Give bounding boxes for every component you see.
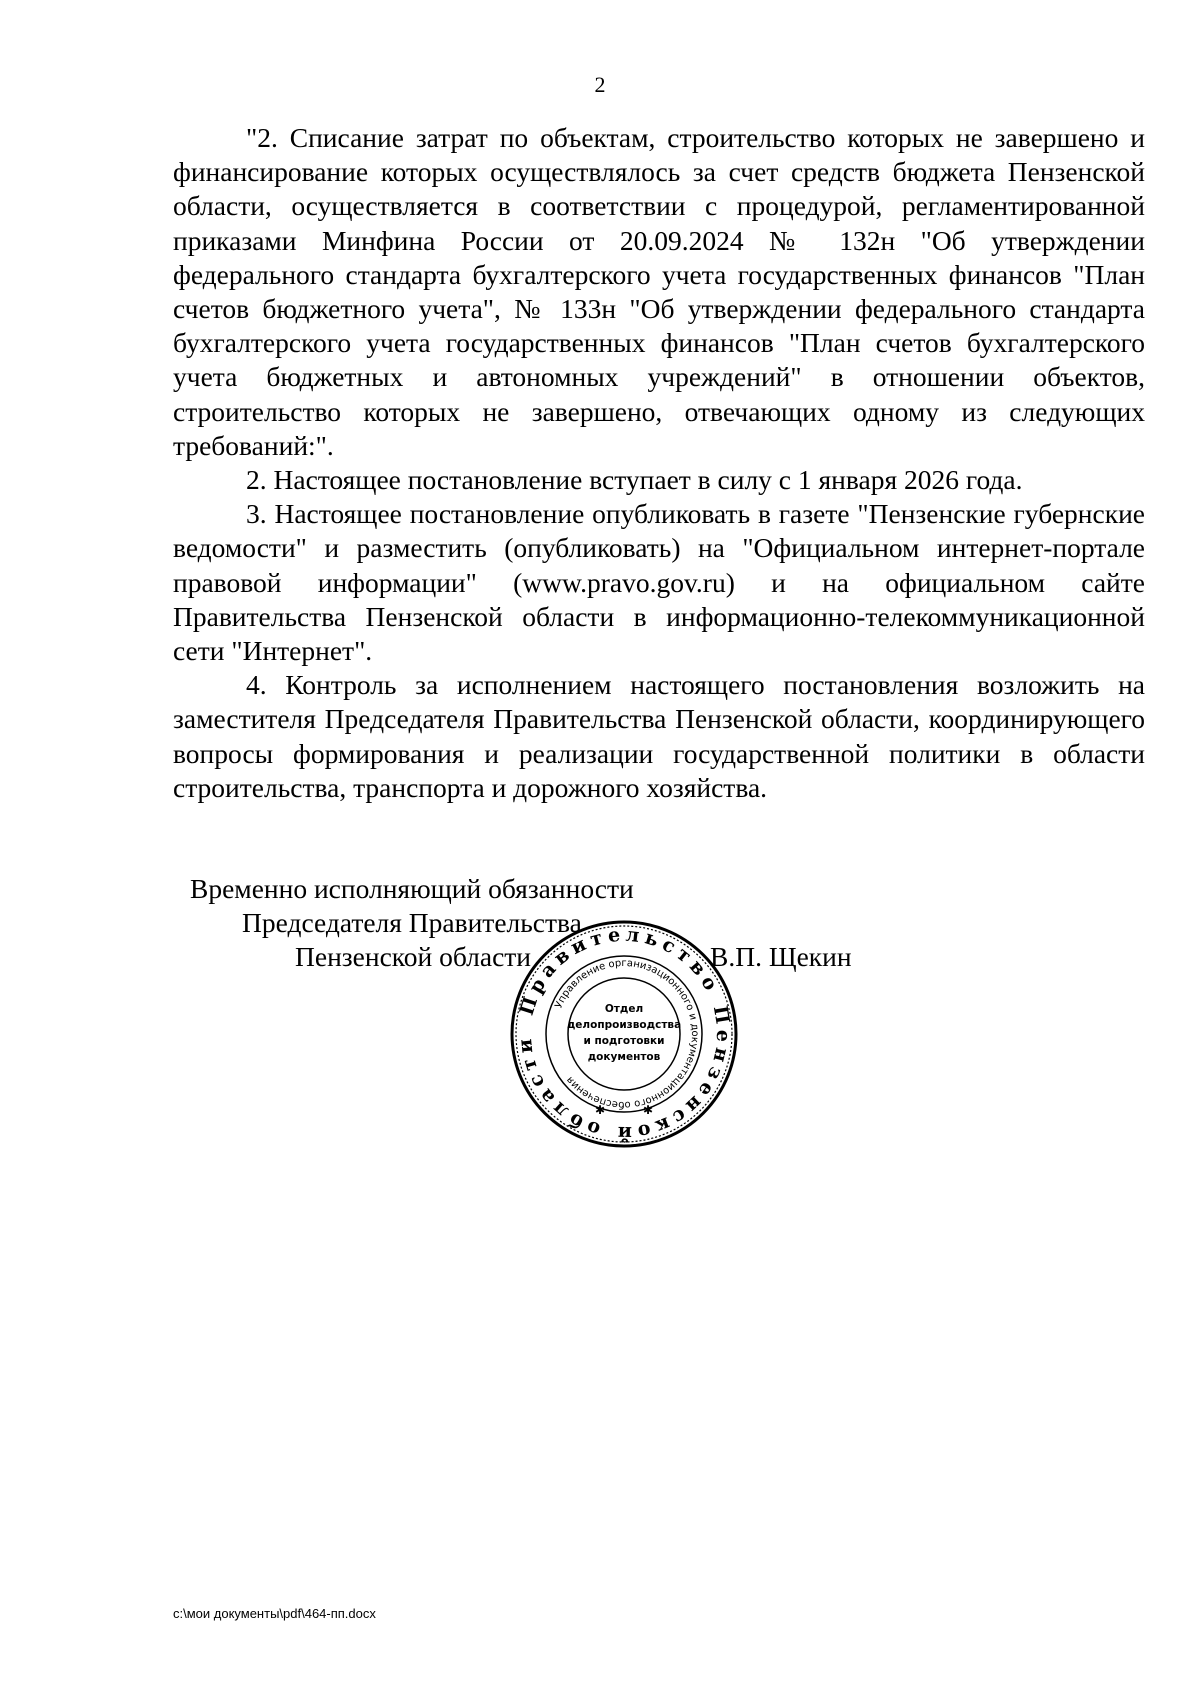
document-body xyxy=(173,121,1145,805)
page-number: 2 xyxy=(594,72,606,97)
paragraph-effective-date: 2. Настоящее постановление вступает в силу с 1 января 2026 года. xyxy=(246,464,1023,496)
seal-center-line-3: и подготовки xyxy=(583,1035,665,1047)
paragraph-publication: 3. Настоящее постановление опубликовать в газете "Пензенские губернские ведомости" и разместить (опубликовать) на "Официальном интернет-портале правовой информации" (www.pravo.gov.ru) и на официальном сайте Правительства Пензенской области в информационно-телекоммуникационной сети "Интернет". xyxy=(173,498,1145,667)
paragraph-amendment: "2. Списание затрат по объектам, строительство которых не завершено и финансирование которых осуществлялось за счет средств бюджета Пензенской области, осуществляется в соответствии с процедурой, регламентированной приказами Минфина России от 20.09.2024 № 132н "Об утверждении федерального стандарта бухгалтерского учета государственных финансов "План счетов бюджетного учета", № 133н "Об утверждении федерального стандарта бухгалтерского учета государственных финансов "План счетов бухгалтерского учета бюджетных и автономных учреждений" в отношении объектов, строительство которых не завершено, отвечающих одному из следующих требований:". xyxy=(173,122,1145,461)
seal-center-line-1: Отдел xyxy=(604,1003,644,1015)
official-seal xyxy=(508,918,740,1150)
signatory-name: В.П. Щекин xyxy=(710,941,852,972)
seal-star-icon: ✱ xyxy=(642,1103,654,1117)
seal-inner-text: Управление организационного и документационного обеспечения xyxy=(553,957,701,1111)
seal-center-line-2: делопроизводства xyxy=(566,1019,682,1031)
signatory-position-line-1: Временно исполняющий обязанности xyxy=(190,873,634,904)
footer-file-path: c:\мои документы\pdf\464-пп.docx xyxy=(173,1606,376,1621)
seal-center-line-4: документов xyxy=(587,1051,661,1063)
seal-star-icon: ✱ xyxy=(594,1103,606,1117)
signatory-position-line-3: Пензенской области xyxy=(295,941,532,972)
seal-outer-text: Правительство Пензенской области xyxy=(513,923,735,1145)
paragraph-control: 4. Контроль за исполнением настоящего постановления возложить на заместителя Председателя Правительства Пензенской области, координирующего вопросы формирования и реализации государственной политики в области строительства, транспорта и дорожного хозяйства. xyxy=(173,669,1145,803)
signatory-position-line-2: Председателя Правительства xyxy=(242,907,582,938)
